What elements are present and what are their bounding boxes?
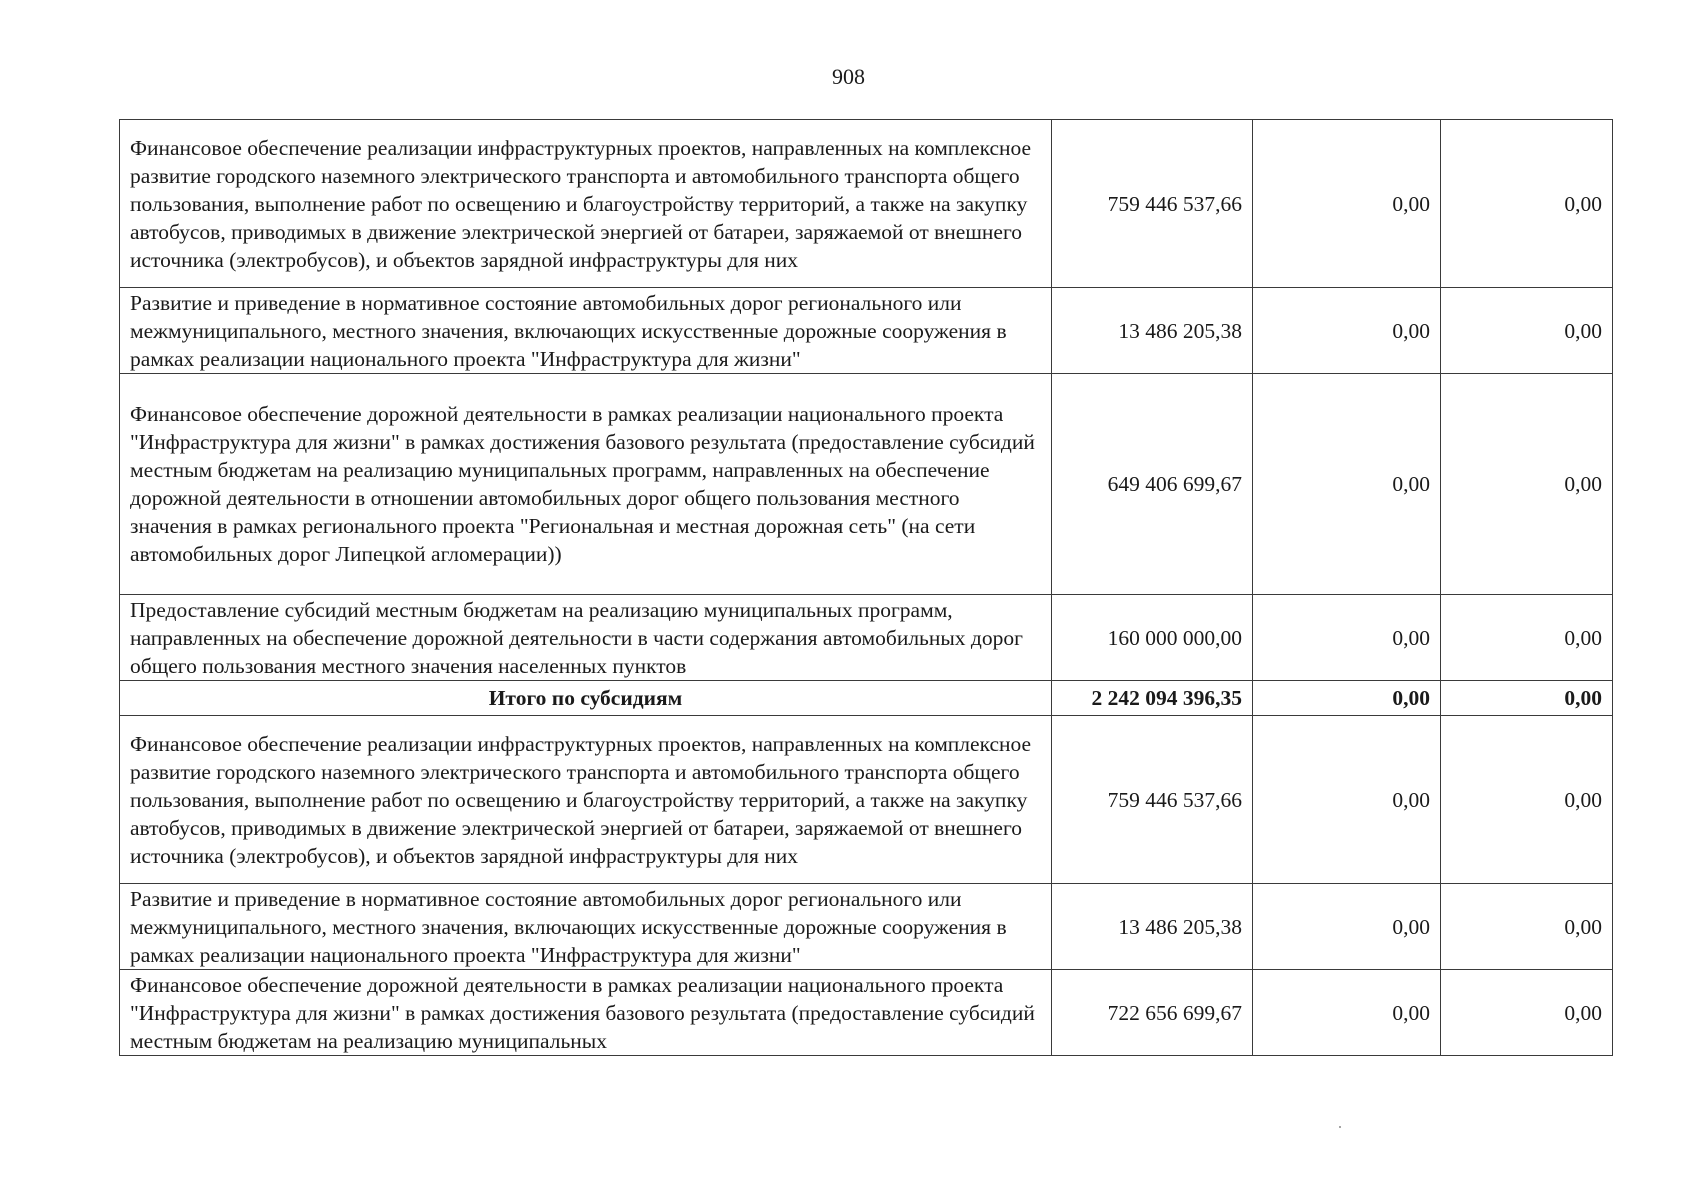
row-amount-1: 722 656 699,67: [1052, 970, 1253, 1056]
row-amount-3: 0,00: [1441, 716, 1613, 884]
row-description: Финансовое обеспечение реализации инфраструктурных проектов, направленных на комплексное развитие городского наземного электрического транспорта и автомобильного транспорта общего пользования, выполнение работ по освещению и благоустройству территорий, а также на закупку автобусов, приводимых в движение электрической энергией от батареи, заряжаемой от внешнего источника (электробусов), и объектов зарядной инфраструктуры для них: [120, 716, 1052, 884]
row-amount-1: 759 446 537,66: [1052, 716, 1253, 884]
row-amount-2: 0,00: [1253, 884, 1441, 970]
table-row: [120, 970, 1613, 1056]
row-amount-1: 13 486 205,38: [1052, 288, 1253, 374]
row-description: Финансовое обеспечение дорожной деятельности в рамках реализации национального проекта "Инфраструктура для жизни" в рамках достижения базового результата (предоставление субсидий местным бюджетам на реализацию муниципальных: [120, 970, 1052, 1056]
scan-speck: [1339, 1126, 1341, 1128]
table-row: [120, 595, 1613, 681]
row-amount-1: 649 406 699,67: [1052, 374, 1253, 595]
row-amount-3: 0,00: [1441, 374, 1613, 595]
page-number: 908: [832, 64, 865, 89]
row-description: Финансовое обеспечение реализации инфраструктурных проектов, направленных на комплексное развитие городского наземного электрического транспорта и автомобильного транспорта общего пользования, выполнение работ по освещению и благоустройству территорий, а также на закупку автобусов, приводимых в движение электрической энергией от батареи, заряжаемой от внешнего источника (электробусов), и объектов зарядной инфраструктуры для них: [120, 120, 1052, 288]
row-amount-3: 0,00: [1441, 120, 1613, 288]
total-amount-1: 2 242 094 396,35: [1052, 681, 1253, 716]
row-description: Развитие и приведение в нормативное состояние автомобильных дорог регионального или межмуниципального, местного значения, включающих искусственные дорожные сооружения в рамках реализации национального проекта "Инфраструктура для жизни": [120, 288, 1052, 374]
row-amount-2: 0,00: [1253, 120, 1441, 288]
row-amount-1: 160 000 000,00: [1052, 595, 1253, 681]
table-row: [120, 120, 1613, 288]
row-description: Финансовое обеспечение дорожной деятельности в рамках реализации национального проекта "Инфраструктура для жизни" в рамках достижения базового результата (предоставление субсидий местным бюджетам на реализацию муниципальных программ, направленных на обеспечение дорожной деятельности в отношении автомобильных дорог общего пользования местного значения в рамках регионального проекта "Региональная и местная дорожная сеть" (на сети автомобильных дорог Липецкой агломерации)): [120, 374, 1052, 595]
row-amount-3: 0,00: [1441, 595, 1613, 681]
row-amount-3: 0,00: [1441, 884, 1613, 970]
total-amount-3: 0,00: [1441, 681, 1613, 716]
total-row: [120, 681, 1613, 716]
row-amount-1: 759 446 537,66: [1052, 120, 1253, 288]
row-description: Предоставление субсидий местным бюджетам на реализацию муниципальных программ, направленных на обеспечение дорожной деятельности в части содержания автомобильных дорог общего пользования местного значения населенных пунктов: [120, 595, 1052, 681]
row-amount-2: 0,00: [1253, 288, 1441, 374]
row-amount-2: 0,00: [1253, 970, 1441, 1056]
row-amount-3: 0,00: [1441, 970, 1613, 1056]
table-row: [120, 374, 1613, 595]
row-description: Развитие и приведение в нормативное состояние автомобильных дорог регионального или межмуниципального, местного значения, включающих искусственные дорожные сооружения в рамках реализации национального проекта "Инфраструктура для жизни": [120, 884, 1052, 970]
row-amount-3: 0,00: [1441, 288, 1613, 374]
table-row: [120, 716, 1613, 884]
total-label: Итого по субсидиям: [120, 681, 1052, 716]
row-amount-2: 0,00: [1253, 716, 1441, 884]
table-row: [120, 288, 1613, 374]
total-amount-2: 0,00: [1253, 681, 1441, 716]
subsidies-table: [119, 119, 1613, 1056]
table-row: [120, 884, 1613, 970]
row-amount-2: 0,00: [1253, 595, 1441, 681]
row-amount-2: 0,00: [1253, 374, 1441, 595]
row-amount-1: 13 486 205,38: [1052, 884, 1253, 970]
